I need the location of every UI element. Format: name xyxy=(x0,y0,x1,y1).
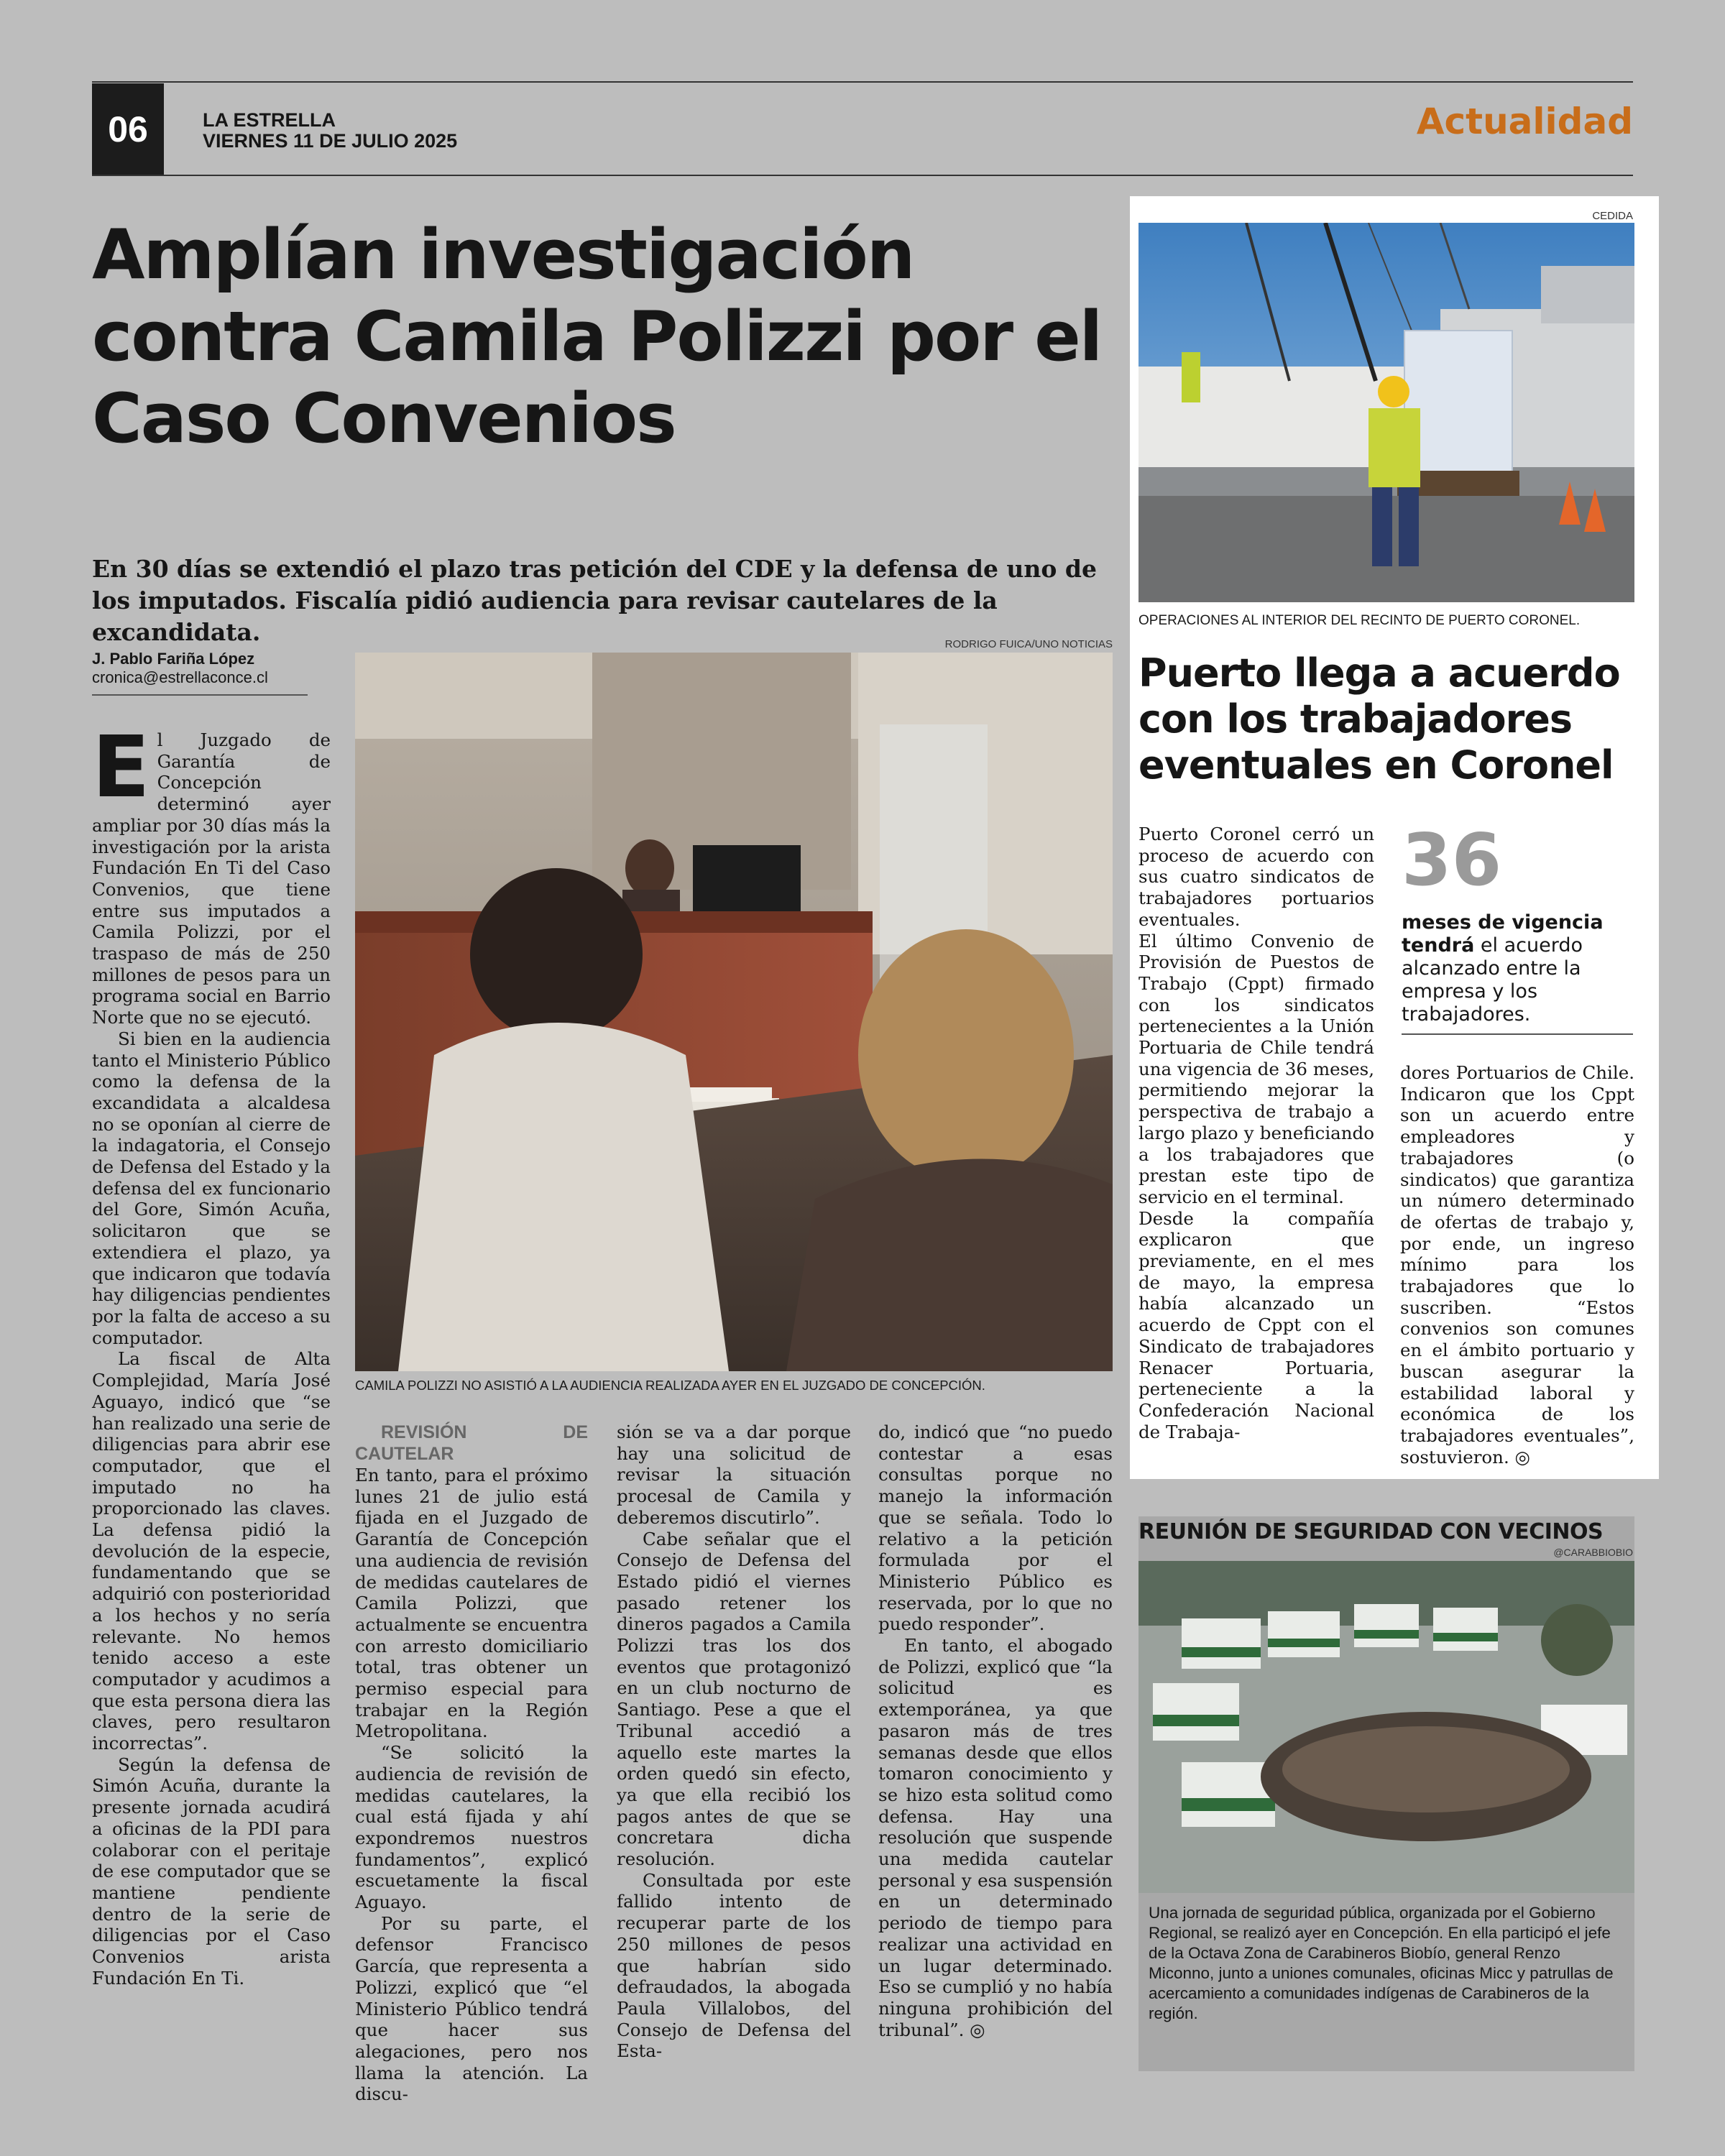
drop-cap: E xyxy=(92,717,150,816)
paragraph: Desde la compañía explicaron que previamente, en el mes de mayo, la empresa había alcanzado un acuerdo de Cppt con el Sindicato de trabajadores Renacer Portuaria, perteneciente a la Confederación Nacional de Trabaja- xyxy=(1138,1207,1374,1442)
paragraph: “Se solicitó la audiencia de revisión de medidas cautelares, la cual está fijada y ahí expondremos nuestros fundamentos”, explicó escuetamente la fiscal Aguayo. xyxy=(355,1742,588,1913)
side-article-column-2 xyxy=(1400,1062,1634,1468)
stat-text: el acuerdo alcanzado entre la empresa y los trabajadores. xyxy=(1402,934,1583,1026)
page-number: 06 xyxy=(92,83,164,175)
publication-name: LA ESTRELLA xyxy=(203,109,336,131)
main-article-column-3 xyxy=(617,1422,851,2062)
main-article-column-1 xyxy=(92,717,331,1989)
publication-date: VIERNES 11 DE JULIO 2025 xyxy=(203,130,458,152)
security-photo-credit: @CARABBIOBIO xyxy=(1553,1547,1633,1558)
paragraph: En tanto, el abogado de Polizzi, explicó que “la solicitud es extemporánea, ya que pasaron más de tres semanas desde que ellos tomaron conocimiento y se hizo esta solitud como defensa. Hay una resolución que suspende una medida cautelar personal y esa suspensión en un determinado periodo de tiempo para realizar una actividad en un lugar determinado. Eso se cumplió y no había ninguna prohibición del tribunal”. ◎ xyxy=(878,1635,1113,2040)
paragraph: sión se va a dar porque hay una solicitud de revisar la situación procesal de Camila y deberemos discutirlo”. xyxy=(617,1422,851,1528)
stat-number: 36 xyxy=(1402,818,1502,902)
stat-rule xyxy=(1402,1033,1633,1035)
paragraph: Cabe señalar que el Consejo de Defensa del Estado pidió el viernes pasado retener los dineros pagados a Camila Polizzi tras los dos eventos que protagonizó en un club nocturno de Santiago. Pese a que el Tribunal accedió a aquello este martes la orden quedó sin efecto, ya que ella recibió los pagos antes de que se concretara dicha resolución. xyxy=(617,1528,851,1870)
side-photo-caption: OPERACIONES AL INTERIOR DEL RECINTO DE PUERTO CORONEL. xyxy=(1138,613,1581,628)
main-article-column-4 xyxy=(878,1422,1113,2040)
paragraph: dores Portuarios de Chile. Indicaron que los Cppt son un acuerdo entre empleadores y trabajadores (o sindicatos) que garantiza un número determinado de ofertas de trabajo y, por ende, un ingreso mínimo para los trabajadores que lo suscriben. “Estos convenios son comunes en el ámbito portuario y buscan asegurar la estabilidad laboral y económica de los trabajadores eventuales”, sostuvieron. ◎ xyxy=(1400,1062,1634,1468)
byline-name: J. Pablo Fariña López xyxy=(92,650,255,668)
paragraph: Según la defensa de Simón Acuña, durante la presente jornada acudirá a oficinas de la PDI para colaborar con el peritaje de ese computador que se mantiene pendiente dentro de la serie de diligencias por el Caso Convenios arista Fundación En Ti. xyxy=(92,1754,331,1989)
paragraph xyxy=(92,717,331,1028)
main-article-column-2 xyxy=(355,1422,588,2105)
main-deck: En 30 días se extendió el plazo tras petición del CDE y la defensa de uno de los imputados. Fiscalía pidió audiencia para revisar cautelares de la excandidata. xyxy=(92,555,1097,646)
top-rule xyxy=(92,81,1633,83)
stat-bold: meses de vigencia tendrá xyxy=(1402,911,1604,957)
stat-description xyxy=(1402,911,1639,1026)
paragraph: El último Convenio de Provisión de Puestos de Trabajo (Cppt) firmado con los sindicatos pertenecientes a la Unión Portuaria de Chile tendrá una vigencia de 36 meses, permitiendo mejorar la perspectiva de trabajo a largo plazo y beneficiando a los trabajadores que prestan este tipo de servicio en el terminal. xyxy=(1138,930,1374,1207)
security-title: REUNIÓN DE SEGURIDAD CON VECINOS xyxy=(1138,1519,1604,1544)
side-photo xyxy=(1138,223,1634,602)
paragraph: En tanto, para el próximo lunes 21 de julio está fijada en el Juzgado de Garantía de Concepción una audiencia de revisión de medidas cautelares de Camila Polizzi, que actualmente se encuentra con arresto domiciliario total, tras obtener un permiso especial para trabajar en la Región Metropolitana. xyxy=(355,1465,588,1742)
main-photo-caption: CAMILA POLIZZI NO ASISTIÓ A LA AUDIENCIA REALIZADA AYER EN EL JUZGADO DE CONCEPCIÓN. xyxy=(355,1378,985,1393)
side-photo-credit: CEDIDA xyxy=(1592,210,1633,222)
security-photo xyxy=(1138,1561,1634,1893)
security-caption: Una jornada de seguridad pública, organizada por el Gobierno Regional, se realizó ayer en Concepción. En ella participó el jefe de la Octava Zona de Carabineros Biobío, general Renzo Miconno, junto a uniones comunales, oficinas Micc y patrullas de acercamiento a comunidades indígenas de Carabineros de la región. xyxy=(1149,1904,1614,2022)
paragraph: Si bien en la audiencia tanto el Ministerio Público como la defensa de la excandidata a alcaldesa no se oponían al cierre de la indagatoria, el Consejo de Defensa del Estado y la defensa del ex funcionario del Gore, Simón Acuña, solicitaron que se extendiera el plazo, ya que indicaron que todavía hay diligencias pendientes por la falta de acceso a su computador. xyxy=(92,1028,331,1348)
main-photo xyxy=(355,653,1113,1371)
paragraph: Por su parte, el defensor Francisco García, que representa a Polizzi, explicó que “el Ministerio Público tendrá que hacer sus alegaciones, pero nos llama la atención. La discu- xyxy=(355,1912,588,2105)
side-headline: Puerto llega a acuerdo con los trabajadores eventuales en Coronel xyxy=(1138,650,1620,788)
byline xyxy=(92,650,268,687)
paragraph: Puerto Coronel cerró un proceso de acuerdo con sus cuatro sindicatos de trabajadores portuarios eventuales. xyxy=(1138,824,1374,930)
section-label: Actualidad xyxy=(1416,101,1633,142)
byline-email: cronica@estrellaconce.cl xyxy=(92,668,268,686)
main-headline: Amplían investigación contra Camila Polizzi por el Caso Convenios xyxy=(92,216,1102,459)
paragraph: do, indicó que “no puedo contestar a esas consultas porque no manejo la información que se señala. Todo lo relativo a la petición formulada por el Ministerio Público es reservada, por lo que no puedo responder”. xyxy=(878,1422,1113,1635)
main-photo-credit: RODRIGO FUICA/UNO NOTICIAS xyxy=(944,638,1113,650)
side-article-column-1 xyxy=(1138,824,1374,1442)
header-rule xyxy=(92,175,1633,176)
subhead: REVISIÓN DE CAUTELAR xyxy=(355,1422,588,1464)
paragraph-text: l Juzgado de Garantía de Concepción determinó ayer ampliar por 30 días más la investigación por la arista Fundación En Ti del Caso Convenios, que tiene entre sus imputados a Camila Polizzi, por el traspaso de más de 250 millones de pesos para un programa social en Barrio Norte que no se ejecutó. xyxy=(92,729,331,1028)
byline-rule xyxy=(92,694,308,696)
paragraph: La fiscal de Alta Complejidad, María José Aguayo, indicó que “se han realizado una serie de diligencias para abrir ese computador, que el imputado no ha proporcionado las claves. La defensa pidió la devolución de la especie, fundamentando que se adquirió con posterioridad a los hechos y no sería relevante. No hemos tenido acceso a este computador y acudimos a que esta persona diera las claves, pero resultaron incorrectas”. xyxy=(92,1348,331,1754)
paragraph: Consultada por este fallido intento de recuperar parte de los 250 millones de pesos que habrían sido defraudados, la abogada Paula Villalobos, del Consejo de Defensa del Esta- xyxy=(617,1869,851,2062)
